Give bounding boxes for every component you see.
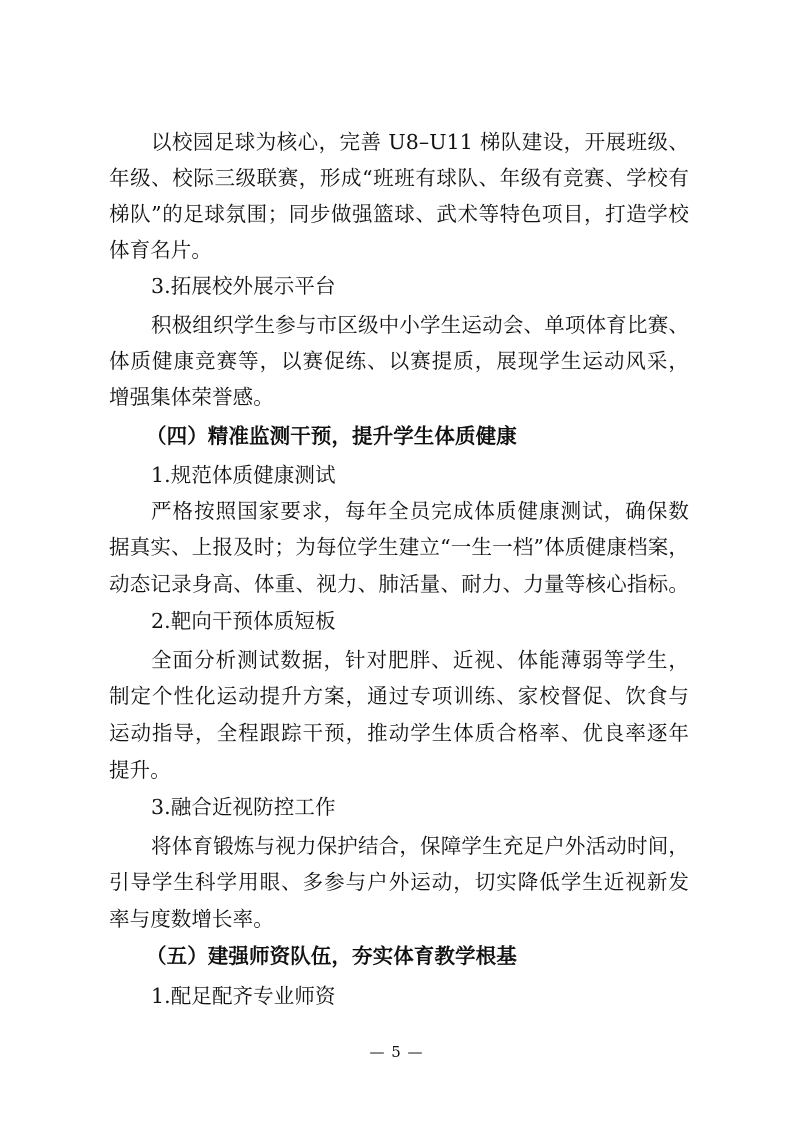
body-text-line: 积极组织学生参与市区级中小学生运动会、单项体育比赛、 bbox=[151, 313, 689, 337]
body-text-line: 将体育锻炼与视力保护结合，保障学生充足户外活动时间， bbox=[151, 834, 689, 858]
body-text-line: 动态记录身高、体重、视力、肺活量、耐力、力量等核心指标。 bbox=[109, 572, 689, 596]
page-number: — 5 — bbox=[369, 1043, 424, 1061]
body-text-line: 梯队”的足球氛围；同步做强篮球、武术等特色项目，打造学校 bbox=[109, 202, 689, 226]
body-text-line: 制定个性化运动提升方案，通过专项训练、家校督促、饮食与 bbox=[109, 684, 689, 708]
body-text-line: 据真实、上报及时；为每位学生建立“一生一档”体质健康档案， bbox=[109, 535, 689, 559]
body-text-line: 体质健康竞赛等，以赛促练、以赛提质，展现学生运动风采， bbox=[109, 349, 689, 373]
section-heading: （五）建强师资队伍，夯实体育教学根基 bbox=[146, 944, 517, 968]
body-text-line: 严格按照国家要求，每年全员完成体质健康测试，确保数 bbox=[151, 499, 689, 523]
body-text-line: 率与度数增长率。 bbox=[109, 907, 274, 931]
subsection-title: 2.靶向干预体质短板 bbox=[151, 609, 336, 633]
body-text-line: 增强集体荣誉感。 bbox=[109, 385, 274, 409]
body-text-line: 提升。 bbox=[109, 758, 171, 782]
subsection-title: 3.拓展校外展示平台 bbox=[151, 274, 336, 298]
body-text-line: 引导学生科学用眼、多参与户外运动，切实降低学生近视新发 bbox=[109, 870, 689, 894]
section-heading: （四）精准监测干预，提升学生体质健康 bbox=[146, 424, 517, 448]
body-text-line: 体育名片。 bbox=[109, 238, 212, 262]
body-text-line: 全面分析测试数据，针对肥胖、近视、体能薄弱等学生， bbox=[151, 648, 689, 672]
body-text-line: 运动指导，全程跟踪干预，推动学生体质合格率、优良率逐年 bbox=[109, 721, 689, 745]
subsection-title: 1.配足配齐专业师资 bbox=[151, 984, 336, 1008]
body-text-line: 以校园足球为核心，完善 U8–U11 梯队建设，开展班级、 bbox=[151, 130, 689, 154]
body-text-line: 年级、校际三级联赛，形成“班班有球队、年级有竞赛、学校有 bbox=[109, 166, 689, 190]
subsection-title: 3.融合近视防控工作 bbox=[151, 795, 336, 819]
subsection-title: 1.规范体质健康测试 bbox=[151, 463, 336, 487]
